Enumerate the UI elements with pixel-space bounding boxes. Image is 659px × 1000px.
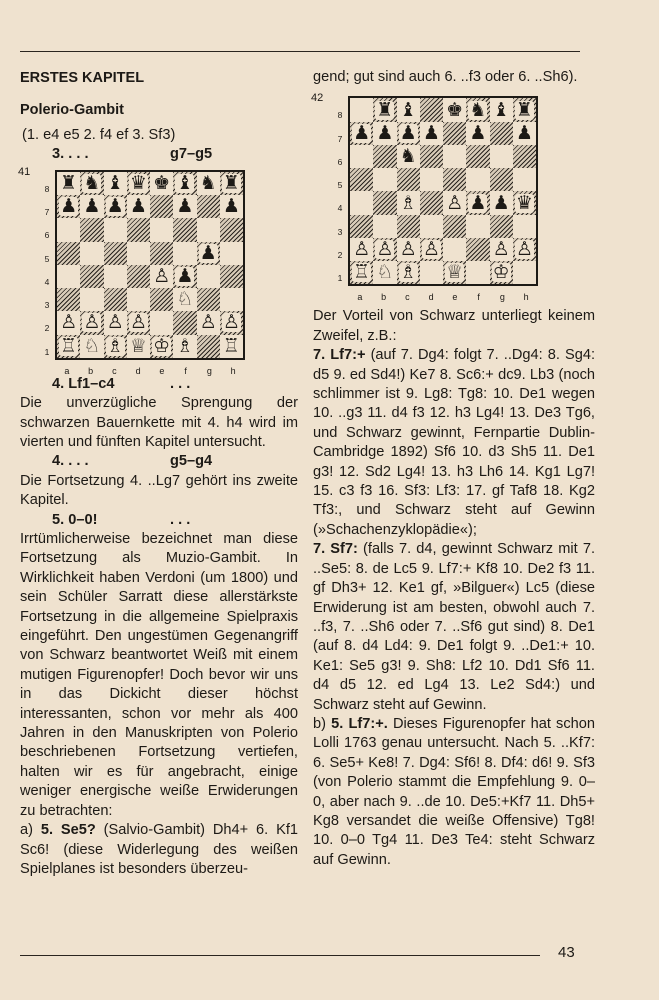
file-label: h [523,292,529,303]
variation-label: b) [313,715,332,732]
board-square [220,218,243,241]
board-square [490,168,513,191]
board-square [397,238,420,261]
chess-piece: ♘ [83,334,101,357]
chess-piece: ♝ [176,171,194,194]
chess-piece: ♙ [199,311,217,334]
board-square [443,145,466,168]
chess-piece: ♟ [515,121,533,144]
board-square [127,335,150,358]
diagram-number: 41 [18,165,31,178]
rank-label: 5 [337,180,343,191]
board-square [513,238,536,261]
chess-piece: ♟ [176,264,194,287]
paragraph: Die unverzügliche Sprengung der schwarzen Bauernkette mit 4. h4 wird im vierten und fünften Kapitel untersucht. [20,395,298,450]
board-square [443,238,466,261]
chess-piece: ♗ [176,334,194,357]
chess-piece: ♚ [153,171,171,194]
chess-diagram [313,91,595,301]
board-square [104,195,127,218]
chess-piece: ♗ [399,261,417,284]
board-square [173,172,196,195]
board-square [373,191,396,214]
chess-piece: ♙ [353,238,371,261]
move-text: . . . [170,511,191,528]
board-square [490,98,513,121]
chess-piece: ♟ [129,195,147,218]
chess-piece: ♜ [60,171,78,194]
page-number: 43 [558,944,575,961]
chess-diagram [20,165,298,375]
chess-piece: ♙ [422,238,440,261]
chess-piece: ♟ [422,121,440,144]
board-square [443,98,466,121]
board-square [397,168,420,191]
chess-piece: ♞ [399,145,417,168]
board-square [420,238,443,261]
board-square [197,218,220,241]
file-label: g [206,365,212,376]
paragraph [313,540,595,715]
move-line [20,145,298,164]
board-square [490,215,513,238]
chess-piece: ♗ [106,334,124,357]
variation-text: Dieses Figurenopfer hat schon Lolli 1763 genau untersucht. Nach 5. ..Kf7: 6. Se5+ Ke8! 7. Dg4: Sf6! 8. Df4: d6! 9. Sf3 (von Polerio stammt die Empfehlung 9. 0–0, aber nach 9. ..de 10. De5:+Kf7 11. Dh5+ Kg8 versandet die weiße Offensive) Tg8! 10. 0–0 Tg4 11. De3 Te4: steht Schwarz auf Gewinn. [313,715,595,868]
board-square [397,122,420,145]
board-square [513,98,536,121]
chess-piece: ♛ [515,191,533,214]
chess-piece: ♟ [399,121,417,144]
board-square [57,335,80,358]
board-square [373,145,396,168]
board-square [104,288,127,311]
file-label: d [135,365,141,376]
file-label: h [230,365,236,376]
board-square [150,195,173,218]
chess-piece: ♖ [353,261,371,284]
board-square [466,145,489,168]
chess-piece: ♔ [492,261,510,284]
rank-label: 4 [44,276,50,287]
rank-label: 6 [44,230,50,241]
board-square [350,261,373,284]
move-bold: 5. Lf7:+. [331,715,388,732]
paragraph [313,346,595,540]
file-label: d [428,292,434,303]
move-number: 5. 0–0! [52,511,98,528]
variation-text: (falls 7. d4, gewinnt Schwarz mit 7. ..Se5: 8. de Lc5 9. Lf7:+ Kf8 10. De2 f3 11. gf Dh3+ 12. Ke1 gf, »Bilguer«) Lc5 (diese Erwiderung ist am besten, obwohl auch 7. ..f3, 7. ..Sh6 oder 7. ..Sf6 gut sind) 8. De1 (auf 8. d4 Ld4: 9. De1 folgt 9. ..De1:+ 10. Ke1: Se5 g3! 9. Sh8: Lf2 10. Dd1 Sf6 11. d4 d5 12. ed Lg4 13. Le2 Sd4:) und Schwarz steht auf Gewinn. [313,541,596,713]
board-square [150,218,173,241]
rank-label: 7 [44,207,50,218]
board-square [150,335,173,358]
paragraph: Irrtümlicherweise bezeichnet man diese Fortsetzung als Muzio-Gambit. In Wirklichkeit haben Verdoni (um 1800) und sein Schüler Sarratt diese allerstärkste Fortsetzung in die allgemeine Spielpraxis eingeführt. Den ungestümen Gegenangriff von Schwarz beantwortet Weiß mit einem mutigen Figurenopfer! Doch bevor wir uns in das Dickicht dieser höchst interessanten, schon vor mehr als 400 Jahren in den Manuskripten von Polerio beschriebenen Fortsetzung vertiefen, halten wir es für angebracht, einige weniger energische weiße Erwiderungen zu betrachten: [20,531,298,819]
rank-label: 2 [337,249,343,260]
paragraph-continued: gend; gut sind auch 6. ..f3 oder 6. ..Sh6). [313,69,578,85]
board-square [173,311,196,334]
chess-board [348,96,538,286]
board-square [350,122,373,145]
board-square [127,172,150,195]
board-square [197,195,220,218]
chess-piece: ♟ [376,121,394,144]
board-square [513,191,536,214]
board-square [466,168,489,191]
board-square [197,311,220,334]
move-intro: (1. e4 e5 2. f4 ef 3. Sf3) [22,127,176,143]
move-bold: 7. Sf7: [313,541,358,558]
file-label: c [112,365,117,376]
file-labels [348,288,538,307]
board-square [350,191,373,214]
move-line [20,511,298,530]
paragraph [20,821,298,879]
board-square [197,288,220,311]
board-square [466,215,489,238]
board-square [350,98,373,121]
rank-label: 5 [44,253,50,264]
board-square [80,195,103,218]
variation-text: (Salvio-Gambit) Dh4+ 6. Kf1 Sc6! (diese Widerlegung des weißen Spielplanes ist besonders überzeu- [20,822,298,877]
chess-piece: ♟ [469,121,487,144]
opening-title: Polerio-Gambit [20,102,124,118]
board-square [80,288,103,311]
chess-piece: ♝ [492,98,510,121]
board-square [57,265,80,288]
file-label: c [405,292,410,303]
move-text: g7–g5 [170,146,213,163]
chess-piece: ♞ [469,98,487,121]
board-square [197,242,220,265]
rank-label: 7 [337,133,343,144]
chess-piece: ♟ [199,241,217,264]
board-square [150,288,173,311]
chess-piece: ♛ [129,171,147,194]
board-square [220,335,243,358]
chess-piece: ♗ [399,191,417,214]
rank-label: 1 [337,273,343,284]
board-square [513,168,536,191]
board-square [150,265,173,288]
file-label: b [88,365,94,376]
paragraph [313,715,595,870]
board-square [373,215,396,238]
board-square [466,238,489,261]
file-label: f [477,292,480,303]
board-square [150,242,173,265]
board-square [373,168,396,191]
board-square [220,311,243,334]
file-label: a [64,365,70,376]
board-square [173,288,196,311]
board-square [173,242,196,265]
board-square [420,191,443,214]
board-square [150,311,173,334]
chess-piece: ♖ [60,334,78,357]
file-label: e [452,292,458,303]
board-square [80,218,103,241]
board-square [197,265,220,288]
board-square [127,242,150,265]
board-square [80,335,103,358]
diagram-number: 42 [311,92,324,105]
board-square [350,215,373,238]
file-label: g [499,292,505,303]
board-square [420,122,443,145]
file-label: b [381,292,387,303]
chess-piece: ♟ [469,191,487,214]
chess-piece: ♟ [60,195,78,218]
board-square [197,335,220,358]
rank-label: 8 [337,110,343,121]
board-square [150,172,173,195]
board-square [490,238,513,261]
chess-piece: ♚ [446,98,464,121]
chess-piece: ♕ [446,261,464,284]
chess-board [55,170,245,360]
board-square [80,242,103,265]
chess-piece: ♙ [222,311,240,334]
board-square [104,172,127,195]
chess-piece: ♜ [515,98,533,121]
board-square [220,195,243,218]
board-square [420,215,443,238]
board-square [350,238,373,261]
board-square [466,98,489,121]
rank-label: 3 [44,300,50,311]
top-rule [20,51,580,52]
board-square [513,261,536,284]
chess-piece: ♟ [176,195,194,218]
board-square [443,122,466,145]
chess-piece: ♜ [222,171,240,194]
board-square [466,122,489,145]
paragraph: Der Vorteil von Schwarz unterliegt keinem Zweifel, z.B.: [313,308,595,344]
move-number: 4. Lf1–c4 [52,375,115,392]
chess-piece: ♞ [83,171,101,194]
chess-piece: ♙ [153,264,171,287]
chess-piece: ♙ [129,311,147,334]
board-square [173,195,196,218]
board-square [104,311,127,334]
bottom-rule [20,955,540,956]
board-square [104,242,127,265]
chess-piece: ♕ [129,334,147,357]
right-column [313,68,595,870]
rank-label: 1 [44,346,50,357]
chess-piece: ♘ [176,288,194,311]
board-square [373,261,396,284]
file-label: a [357,292,363,303]
board-square [490,261,513,284]
board-square [173,265,196,288]
board-square [513,215,536,238]
board-square [513,122,536,145]
board-square [220,265,243,288]
board-square [220,242,243,265]
board-square [490,145,513,168]
chess-piece: ♟ [353,121,371,144]
chess-piece: ♟ [106,195,124,218]
board-square [466,261,489,284]
board-square [127,311,150,334]
chess-piece: ♘ [376,261,394,284]
board-square [443,215,466,238]
move-bold: 5. Se5? [40,822,96,839]
board-square [220,288,243,311]
board-square [104,265,127,288]
rank-label: 6 [337,156,343,167]
chess-piece: ♟ [492,191,510,214]
board-square [57,172,80,195]
board-square [373,122,396,145]
move-number: 3. . . . [52,146,89,163]
chess-piece: ♙ [492,238,510,261]
board-square [397,191,420,214]
board-square [57,218,80,241]
board-square [373,238,396,261]
board-square [220,172,243,195]
board-square [420,98,443,121]
move-text: g5–g4 [170,453,213,470]
board-square [443,261,466,284]
board-square [80,265,103,288]
move-bold: 7. Lf7:+ [313,347,366,364]
board-square [373,98,396,121]
chess-piece: ♖ [222,334,240,357]
move-text: . . . [170,375,191,392]
board-square [397,98,420,121]
chess-piece: ♙ [60,311,78,334]
board-square [420,261,443,284]
move-number: 4. . . . [52,453,89,470]
chapter-title: ERSTES KAPITEL [20,70,145,86]
board-square [80,172,103,195]
chess-piece: ♙ [515,238,533,261]
board-square [80,311,103,334]
board-square [350,168,373,191]
chess-piece: ♙ [83,311,101,334]
board-square [443,168,466,191]
board-square [127,195,150,218]
rank-label: 8 [44,183,50,194]
chess-piece: ♙ [399,238,417,261]
board-square [350,145,373,168]
file-labels [55,362,245,381]
board-square [397,145,420,168]
board-square [443,191,466,214]
rank-label: 4 [337,203,343,214]
board-square [57,242,80,265]
chess-piece: ♝ [106,171,124,194]
chess-piece: ♜ [376,98,394,121]
board-square [420,145,443,168]
board-square [57,195,80,218]
chess-piece: ♙ [376,238,394,261]
rank-label: 2 [44,323,50,334]
file-label: f [184,365,187,376]
board-square [57,311,80,334]
chess-piece: ♟ [222,195,240,218]
board-square [104,335,127,358]
board-square [173,335,196,358]
board-square [466,191,489,214]
board-square [490,122,513,145]
chess-piece: ♝ [399,98,417,121]
board-square [420,168,443,191]
file-label: e [159,365,165,376]
variation-label: a) [20,822,41,839]
board-square [397,215,420,238]
board-square [173,218,196,241]
rank-label: 3 [337,226,343,237]
board-square [397,261,420,284]
board-square [197,172,220,195]
left-column [20,68,298,879]
board-square [513,145,536,168]
chess-piece: ♞ [199,171,217,194]
variation-text: (auf 7. Dg4: folgt 7. ..Dg4: 8. Sg4: d5 9. ed Sd4!) Ke7 8. Sc6:+ dc9. Lb3 (noch schlimmer ist 9. Lg8: Tg8: 10. De1 wegen 10. ..g3 11. d4 f3 12. h3 Lg4! 13. De3 Tg6, und Schwarz gewinnt, Fernpartie Dublin-Cambridge 1892) Sf6 10. d3 Sh5 11. De1 g3! 12. Sd2 Lg4! 13. h3 Lh6 14. Kg1 Lg7! 15. c3 f3 16. Sf3: Lf3: 17. gf Taf8 18. Kg2 Tf3:, und Schwarz steht auf Gewinn (»Schachenzyklopädie«); [313,347,596,538]
board-square [127,265,150,288]
board-square [490,191,513,214]
board-square [127,288,150,311]
board-square [127,218,150,241]
chess-piece: ♟ [83,195,101,218]
paragraph: Die Fortsetzung 4. ..Lg7 gehört ins zweite Kapitel. [20,472,298,509]
chess-piece: ♔ [153,334,171,357]
chess-piece: ♙ [446,191,464,214]
board-square [57,288,80,311]
chess-piece: ♙ [106,311,124,334]
board-square [104,218,127,241]
move-line [20,452,298,471]
